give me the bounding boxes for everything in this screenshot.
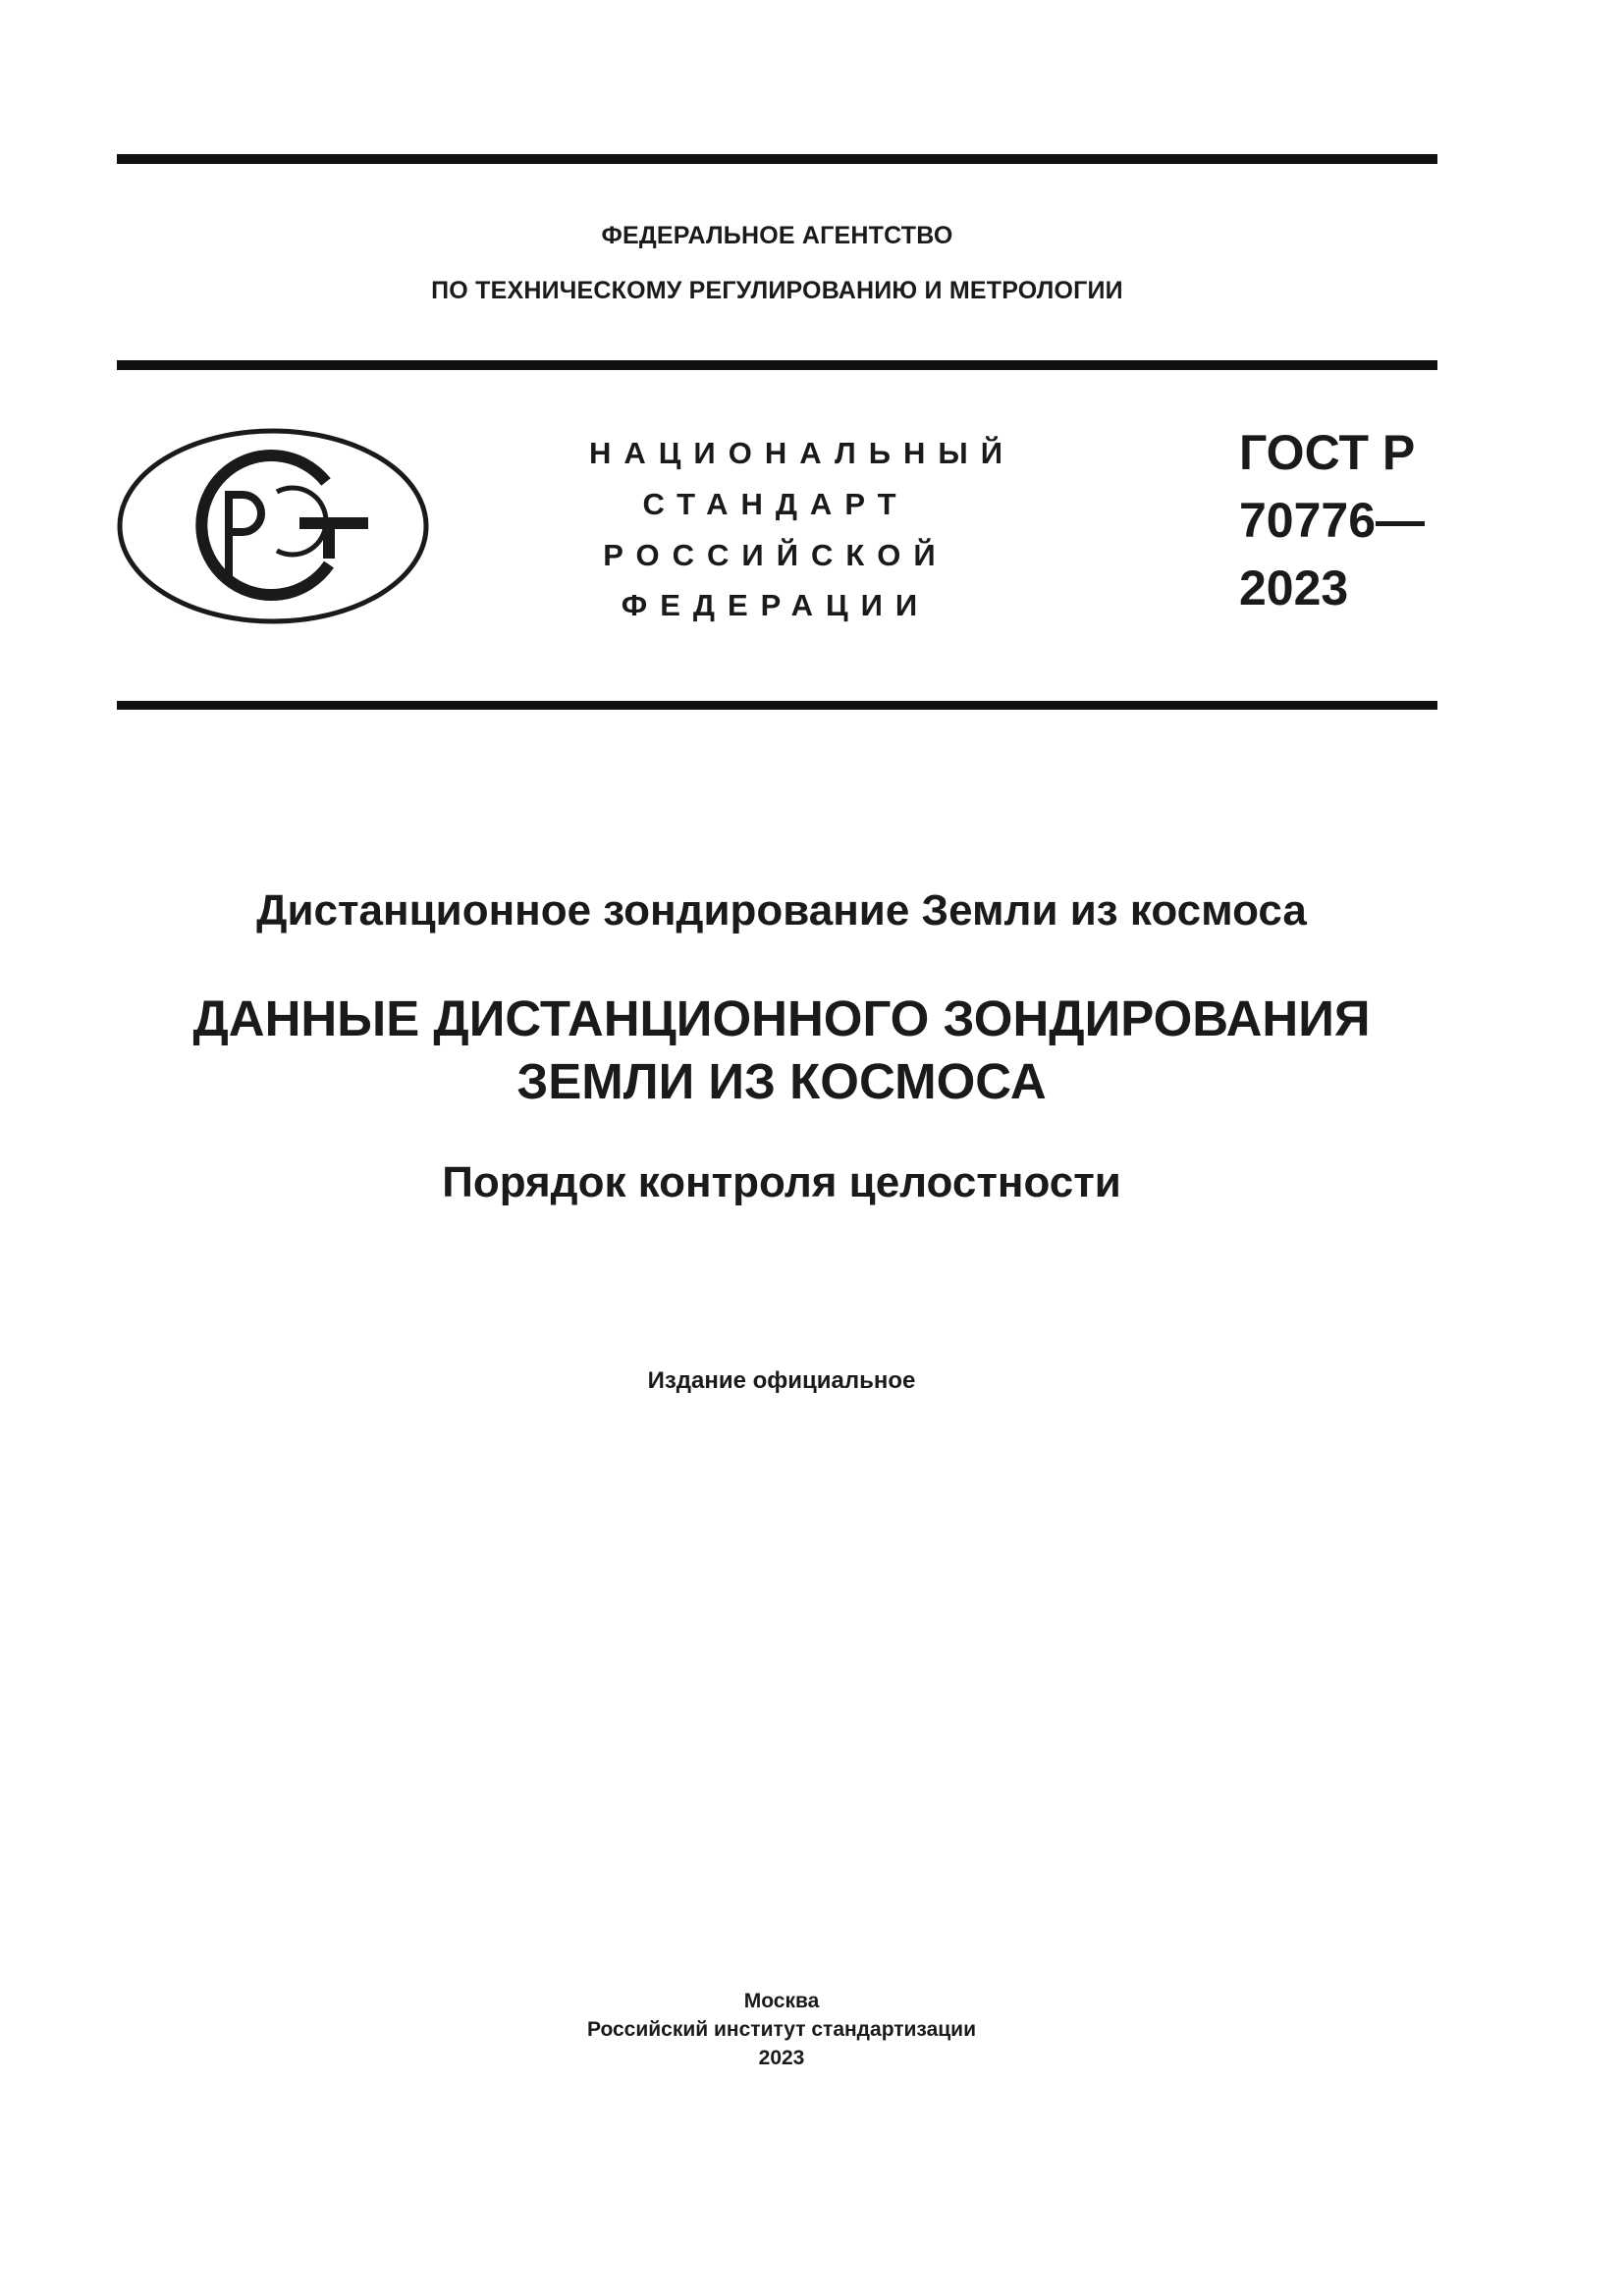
standard-designation-line-1: ГОСТ Р	[1239, 425, 1416, 480]
edition-label: Издание официальное	[647, 1367, 916, 1394]
national-standard-line-2: СТАНДАРТ	[642, 487, 909, 521]
national-standard-line-1: НАЦИОНАЛЬНЫЙ	[589, 436, 1016, 470]
middle-rule	[117, 360, 1437, 370]
top-rule	[117, 154, 1437, 164]
standard-designation-line-3: 2023	[1239, 561, 1349, 615]
document-subtitle: Порядок контроля целостности	[442, 1158, 1121, 1206]
national-standard-line-3: РОССИЙСКОЙ	[603, 538, 948, 572]
main-title-line-1: ДАННЫЕ ДИСТАНЦИОННОГО ЗОНДИРОВАНИЯ	[192, 990, 1371, 1046]
main-title-line-2: ЗЕМЛИ ИЗ КОСМОСА	[516, 1053, 1047, 1109]
standard-designation-line-2: 70776—	[1239, 493, 1426, 548]
bottom-rule	[117, 701, 1437, 710]
series-title: Дистанционное зондирование Земли из космоса	[256, 886, 1307, 934]
publication-city: Москва	[743, 1990, 820, 2012]
agency-name-line-2: ПО ТЕХНИЧЕСКОМУ РЕГУЛИРОВАНИЮ И МЕТРОЛОГИИ	[431, 277, 1123, 304]
rst-certification-mark-icon	[117, 428, 429, 624]
agency-name-line-1: ФЕДЕРАЛЬНОЕ АГЕНТСТВО	[601, 222, 953, 249]
publication-year: 2023	[758, 2047, 805, 2069]
publisher-name: Российский институт стандартизации	[586, 2018, 977, 2041]
national-standard-line-4: ФЕДЕРАЦИИ	[621, 588, 931, 622]
